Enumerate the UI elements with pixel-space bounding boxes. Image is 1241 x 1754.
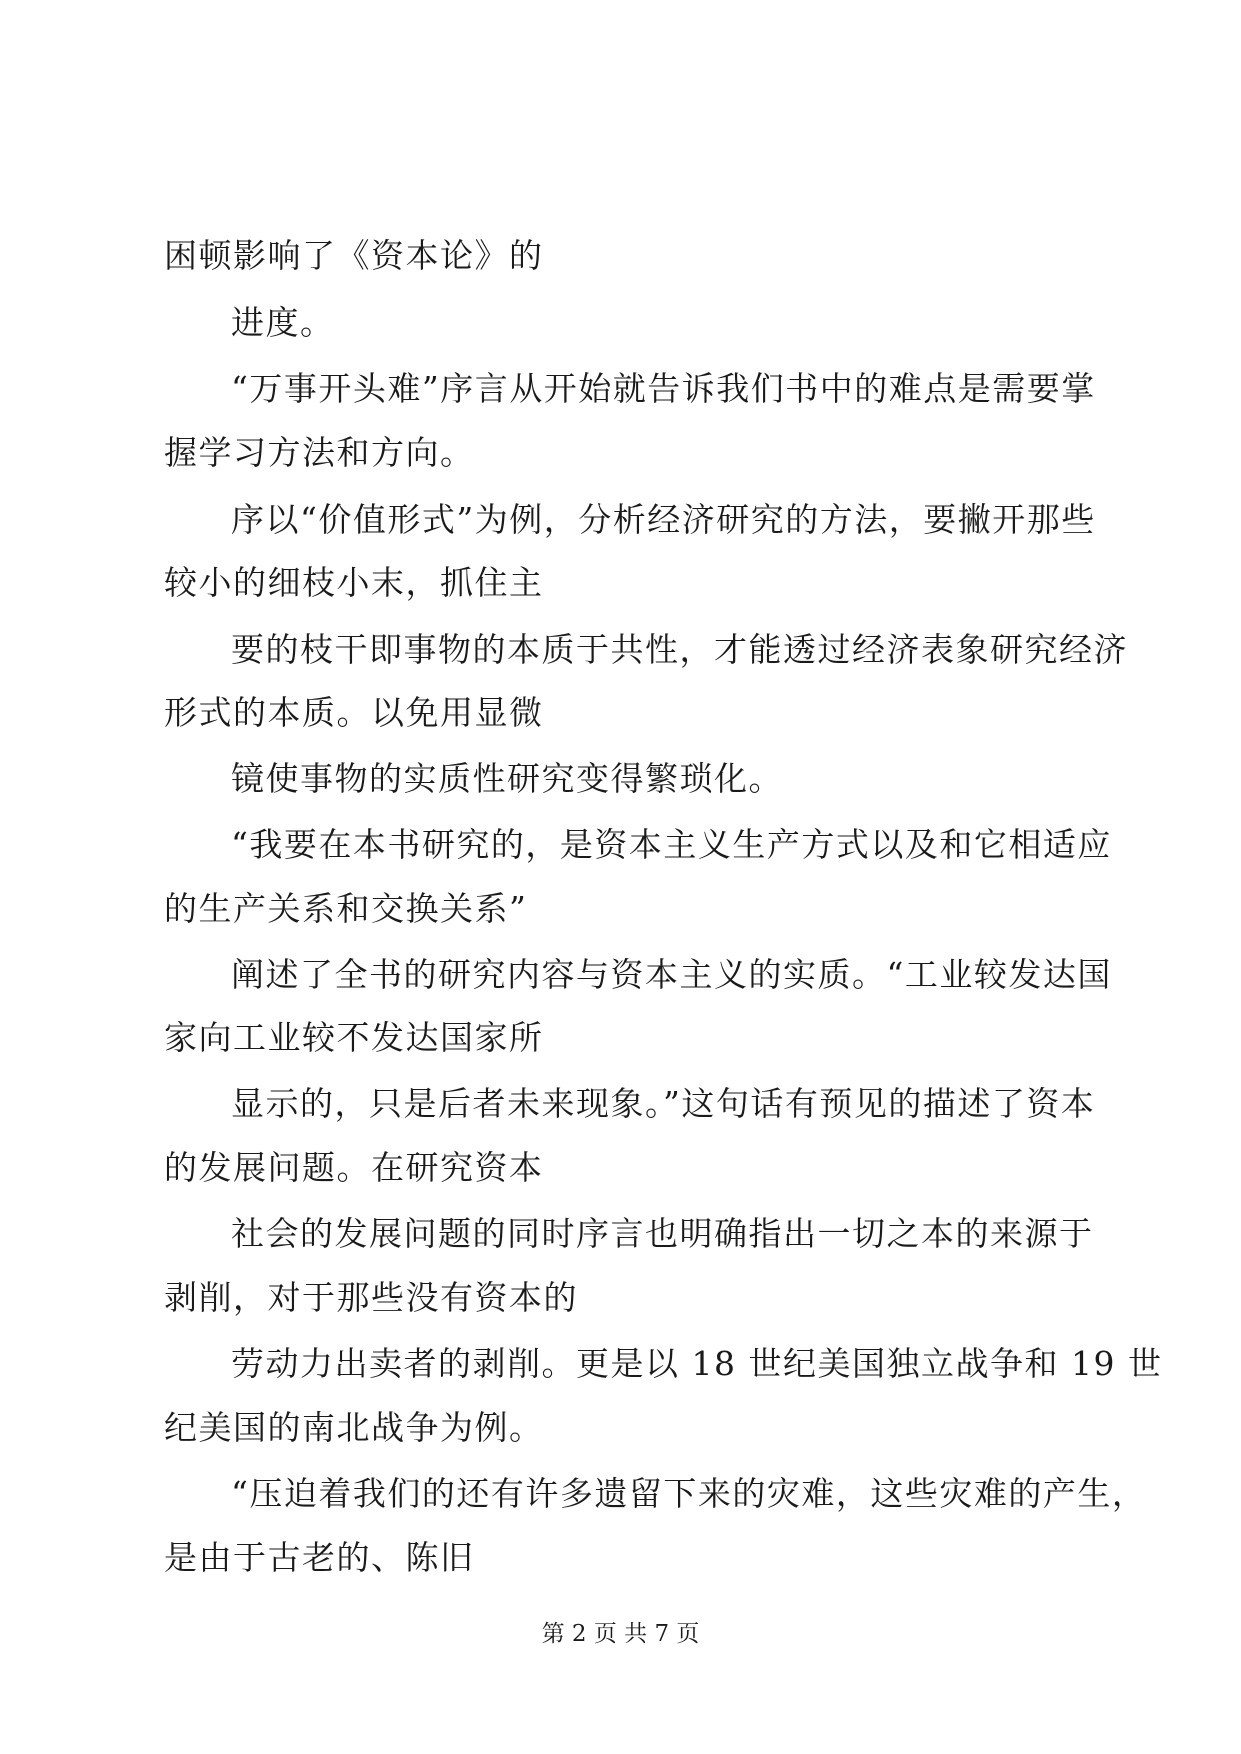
text-line: 较小的细枝小末，抓住主 <box>164 563 544 602</box>
text-line: “万事开头难”序言从开始就告诉我们书中的难点是需要掌 <box>231 369 1096 408</box>
text-line: 是由于古老的、陈旧 <box>164 1538 475 1577</box>
text-line: 握学习方法和方向。 <box>164 433 475 472</box>
text-line: 镜使事物的实质性研究变得繁琐化。 <box>231 759 783 798</box>
text-line: 序以“价值形式”为例，分析经济研究的方法，要撇开那些 <box>231 500 1096 539</box>
text-line: 阐述了全书的研究内容与资本主义的实质。“工业较发达国 <box>231 955 1112 994</box>
text-line: 显示的，只是后者未来现象。”这句话有预见的描述了资本 <box>231 1084 1096 1123</box>
text-line: 形式的本质。以免用显微 <box>164 693 544 732</box>
text-line: 家向工业较不发达国家所 <box>164 1018 544 1057</box>
text-line: 的发展问题。在研究资本 <box>164 1148 544 1187</box>
text-line: “我要在本书研究的，是资本主义生产方式以及和它相适应 <box>231 825 1112 864</box>
page-number-footer: 第 2 页 共 7 页 <box>541 1621 700 1647</box>
text-line: “压迫着我们的还有许多遗留下来的灾难，这些灾难的产生， <box>231 1474 1147 1513</box>
text-line: 纪美国的南北战争为例。 <box>164 1408 544 1447</box>
text-line: 要的枝干即事物的本质于共性，才能透过经济表象研究经济 <box>231 630 1128 669</box>
text-line: 社会的发展问题的同时序言也明确指出一切之本的来源于 <box>231 1214 1094 1253</box>
text-line: 剥削，对于那些没有资本的 <box>164 1278 578 1317</box>
text-line: 困顿影响了《资本论》的 <box>164 236 544 275</box>
text-line: 劳动力出卖者的剥削。更是以 18 世纪美国独立战争和 19 世 <box>231 1344 1163 1383</box>
text-line: 的生产关系和交换关系” <box>164 889 528 928</box>
text-line: 进度。 <box>231 303 335 342</box>
